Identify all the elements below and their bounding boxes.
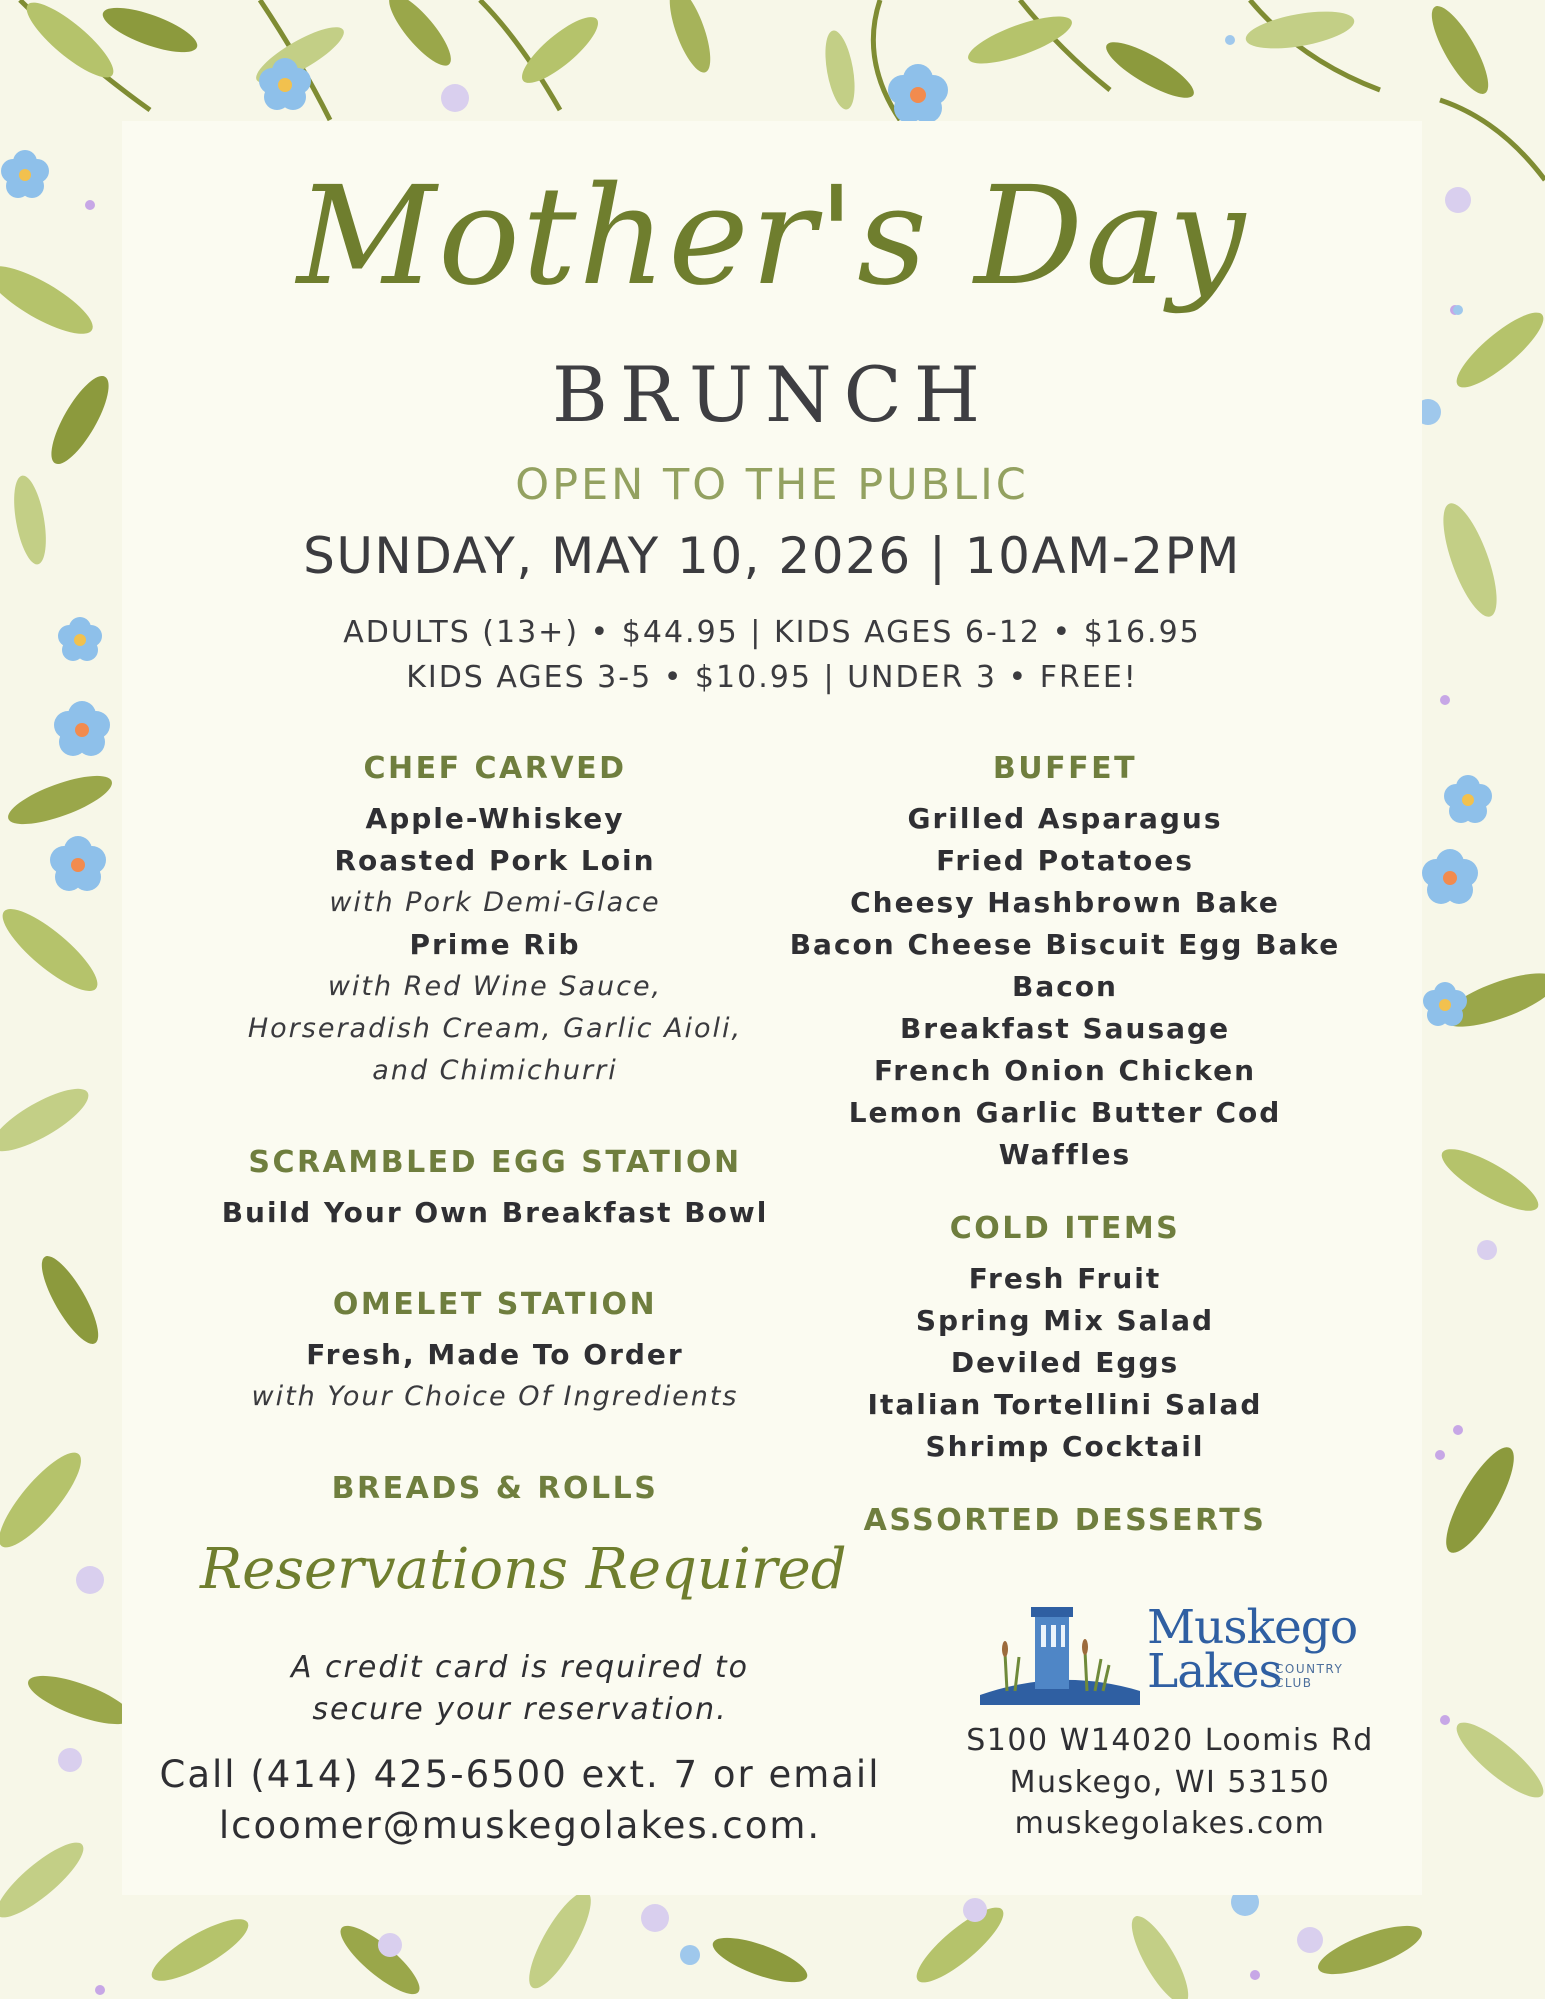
menu-item-note: with Your Choice Of Ingredients — [251, 1381, 739, 1412]
address-line-2: Muskego, WI 53150 — [1009, 1765, 1331, 1800]
section-heading-omelet: OMELET STATION — [332, 1287, 658, 1322]
logo-small-2: CLUB — [1275, 1676, 1313, 1690]
menu-item: Shrimp Cocktail — [925, 1430, 1205, 1463]
contact-email-line[interactable]: lcoomer@muskegolakes.com. — [218, 1804, 822, 1847]
section-heading-scrambled-egg: SCRAMBLED EGG STATION — [248, 1145, 742, 1180]
menu-item: Spring Mix Salad — [915, 1304, 1215, 1337]
website-link[interactable]: muskegolakes.com — [1014, 1806, 1326, 1841]
menu-item-note: Horseradish Cream, Garlic Aioli, — [247, 1013, 743, 1044]
section-heading-chef-carved: CHEF CARVED — [363, 751, 627, 786]
menu-item: Apple-Whiskey — [365, 802, 625, 835]
menu-item: French Onion Chicken — [873, 1054, 1257, 1087]
section-heading-desserts: ASSORTED DESSERTS — [863, 1503, 1267, 1538]
menu-item: Waffles — [998, 1138, 1132, 1171]
title-script: Mother's Day — [296, 158, 1248, 316]
menu-item: Grilled Asparagus — [907, 802, 1223, 835]
menu-item: Breakfast Sausage — [899, 1012, 1231, 1045]
address-line-1: S100 W14020 Loomis Rd — [966, 1723, 1374, 1758]
title-brunch: BRUNCH — [551, 350, 993, 439]
menu-right-column — [775, 750, 1355, 1550]
logo-word-2: Lakes — [1147, 1644, 1282, 1699]
menu-item: Cheesy Hashbrown Bake — [850, 886, 1280, 919]
reservations-title: Reservations Required — [200, 1537, 847, 1602]
section-heading-buffet: BUFFET — [992, 751, 1138, 786]
menu-item: Deviled Eggs — [950, 1346, 1180, 1379]
muskego-lakes-logo — [975, 1595, 1395, 1705]
menu-item-note: and Chimichurri — [372, 1055, 618, 1086]
menu-item: Fried Potatoes — [936, 844, 1194, 877]
menu-item: Fresh, Made To Order — [306, 1338, 684, 1371]
menu-left-column — [190, 750, 800, 1518]
menu-item: Roasted Pork Loin — [334, 844, 656, 877]
logo-small-1: COUNTRY — [1275, 1662, 1344, 1676]
reservation-note-line-2: secure your reservation. — [312, 1692, 728, 1727]
pricing-line-1: ADULTS (13+) • $44.95 | KIDS AGES 6-12 • $16.95 — [343, 615, 1201, 650]
menu-item-note: with Red Wine Sauce, — [327, 971, 663, 1002]
club-logo-icon — [975, 1595, 1145, 1705]
menu-item-note: with Pork Demi-Glace — [329, 887, 661, 918]
reservation-note-line-1: A credit card is required to — [291, 1650, 749, 1685]
menu-item: Lemon Garlic Butter Cod — [848, 1096, 1282, 1129]
menu-item: Bacon Cheese Biscuit Egg Bake — [789, 928, 1341, 961]
section-heading-breads: BREADS & ROLLS — [331, 1471, 659, 1506]
open-to-public-label: OPEN TO THE PUBLIC — [515, 460, 1029, 510]
menu-item: Prime Rib — [409, 928, 581, 961]
logo-word-1: Muskego — [1147, 1600, 1358, 1655]
pricing-line-2: KIDS AGES 3-5 • $10.95 | UNDER 3 • FREE! — [406, 660, 1138, 695]
contact-line-1: Call (414) 425-6500 ext. 7 or email — [159, 1753, 881, 1796]
section-heading-cold-items: COLD ITEMS — [949, 1211, 1181, 1246]
menu-item: Build Your Own Breakfast Bowl — [221, 1196, 769, 1229]
menu-item: Fresh Fruit — [968, 1262, 1162, 1295]
menu-item: Bacon — [1011, 970, 1118, 1003]
menu-item: Italian Tortellini Salad — [867, 1388, 1263, 1421]
event-date: SUNDAY, MAY 10, 2026 | 10AM-2PM — [303, 527, 1241, 585]
